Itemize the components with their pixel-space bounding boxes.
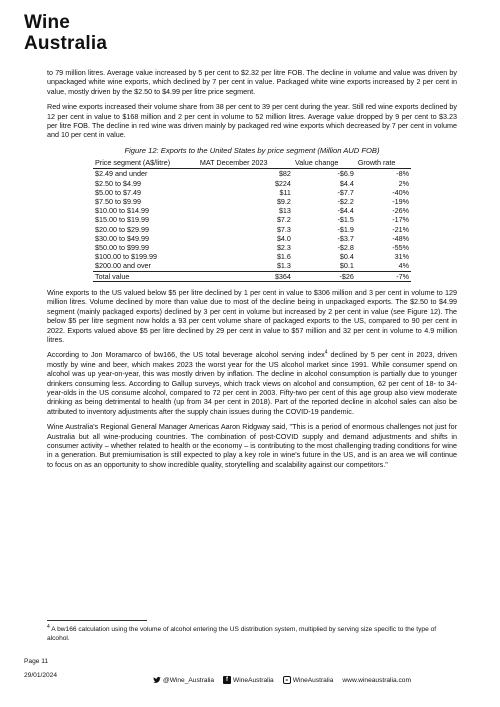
twitter-handle: @Wine_Australia xyxy=(163,676,215,684)
cell-value-change: -$2.2 xyxy=(337,197,354,207)
cell-growth-rate: -17% xyxy=(392,215,409,225)
cell-mat-value: $11 xyxy=(279,187,291,197)
cell-value-change: -$1.5 xyxy=(337,215,354,225)
paragraph-bw166 xyxy=(47,350,457,416)
cell-value-change: -$2.8 xyxy=(337,243,354,253)
cell-mat-value: $82 xyxy=(278,169,291,179)
footnote-text: A bw166 calculation using the volume of alcohol entering the US distribution system, multiplied by serving size specific to the type of alcohol. xyxy=(47,626,437,642)
header-price-segment: Price segment (A$/litre) xyxy=(93,158,198,169)
table-body xyxy=(93,169,411,281)
cell-value-change: -$4.4 xyxy=(337,206,354,216)
table-row xyxy=(93,225,411,234)
twitter-icon xyxy=(153,676,161,684)
cell-mat-value: $7.2 xyxy=(276,215,291,225)
header-value-change: Value change xyxy=(293,158,356,169)
cell-price-segment: $30.00 to $49.99 xyxy=(95,233,149,243)
footnote xyxy=(47,623,457,643)
paragraph-below-five-dollars: Wine exports to the US valued below $5 per litre declined by 1 per cent in value to $306 million and 3 per cent in volume to 129 million litres. Volume declined by more than value due to most of the decline being in unpackaged exports. The $2.50 to $4.99 segment (mainly packaged exports) declined by 3 per cent in volume but increased by 2 per cent in value (see Figure 12). The below $5 per litre segment now holds a 93 per cent volume share of packaged exports to the US, compared to 90 per cent in 2022. Exports valued above $5 per litre declined by 29 per cent in value to $57 million and 32 per cent in volume to 4.9 million litres. xyxy=(47,287,457,344)
paragraph-bw166-part2: declined by 5 per cent in 2023, driven mostly by wine and beer, which makes 2023 the worst year for the US alcohol market since 1991. While consumer spend on alcohol was up year-on-year, this was mostly driven by inflation. The decline in alcohol consumption is partially due to younger drinkers consuming less. According to Gallup surveys, which track views on alcohol and consumption, 62 per cent of 18- to 34-year-olds in the US consume alcohol, compared to 72 per cent in 2003. Fifty-two per cent of this age group also view moderate drinking as being detrimental to health (up from 34 per cent in 2018). Part of the reported decline in alcohol sales can also be attributed to inventory adjustments after the supply chain issues during the COVID-19 pandemic. xyxy=(47,350,458,416)
cell-growth-rate: -48% xyxy=(392,233,409,243)
table-row xyxy=(93,243,411,252)
table-row xyxy=(93,179,411,188)
facebook-handle: WineAustralia xyxy=(233,676,274,684)
total-value-change: -$26 xyxy=(293,271,356,281)
cell-growth-rate: 4% xyxy=(356,261,411,271)
table-row xyxy=(93,169,411,179)
total-price-segment: Total value xyxy=(93,271,198,281)
cell-value-change: $0.4 xyxy=(339,252,354,262)
cell-price-segment: $50.00 to $99.99 xyxy=(95,243,149,253)
cell-growth-rate: -21% xyxy=(392,224,409,234)
paragraph-white-wine: to 79 million litres. Average value increased by 5 per cent to $2.32 per litre FOB. The decline in volume and value was driven by unpackaged white wine exports, which declined by 7 per cent in value. Packaged white wine exports increased by 2 per cent in value, mostly driven by the $2.50 to $4.99 per litre price segment. xyxy=(47,68,457,96)
cell-mat-value: $1.3 xyxy=(198,261,293,271)
social-links xyxy=(153,676,411,684)
paragraph-red-wine: Red wine exports increased their volume share from 38 per cent to 39 per cent during the year. Still red wine exports declined by 12 per cent in value to $168 million and 2 per cent in volume to 52 million litres. Average value dropped by 9 per cent to $3.23 per litre FOB. The decline in red wine was driven mainly by packaged red wine exports which decreased by 7 per cent in volume and 10 per cent in value. xyxy=(47,102,457,140)
document-date: 29/01/2024 xyxy=(24,672,58,679)
facebook-link[interactable] xyxy=(223,676,274,684)
instagram-link[interactable] xyxy=(283,676,334,684)
header-growth-rate: Growth rate xyxy=(356,158,411,169)
cell-value-change: -$7.7 xyxy=(337,187,354,197)
cell-growth-rate: -40% xyxy=(392,187,409,197)
cell-value-change: -$6.9 xyxy=(337,169,354,179)
main-content xyxy=(47,68,457,475)
total-growth-rate: -7% xyxy=(356,271,411,281)
cell-mat-value: $9.2 xyxy=(276,197,291,207)
cell-mat-value: $1.6 xyxy=(276,252,291,262)
instagram-handle: WineAustralia xyxy=(292,676,334,684)
cell-growth-rate: -55% xyxy=(392,243,409,253)
total-mat-value: $364 xyxy=(198,271,293,281)
cell-price-segment: $15.00 to $19.99 xyxy=(95,215,149,225)
table-row xyxy=(93,252,411,261)
header-mat: MAT December 2023 xyxy=(198,158,293,169)
page-number: Page 11 xyxy=(24,658,49,665)
logo-line-1: Wine xyxy=(24,12,71,33)
cell-price-segment: $2.50 to $4.99 xyxy=(95,178,141,188)
cell-mat-value: $4.0 xyxy=(276,233,291,243)
cell-price-segment: $200.00 and over xyxy=(93,261,198,271)
logo-line-2: Australia xyxy=(24,33,108,54)
figure-caption: Figure 12: Exports to the United States by price segment (Million AUD FOB) xyxy=(124,145,380,155)
table-row xyxy=(93,197,411,206)
cell-growth-rate: -26% xyxy=(392,206,409,216)
cell-price-segment: $100.00 to $199.99 xyxy=(95,252,157,262)
footnote-ref: 4 xyxy=(324,349,328,356)
cell-growth-rate: 31% xyxy=(394,252,409,262)
cell-price-segment: $5.00 to $7.49 xyxy=(95,187,141,197)
table-header-row xyxy=(93,158,411,169)
table-row xyxy=(93,188,411,197)
paragraph-bw166-part1: According to Jon Moramarco of bw166, the US total beverage alcohol serving index xyxy=(47,350,325,360)
cell-value-change: $0.1 xyxy=(293,261,356,271)
table-row xyxy=(93,206,411,215)
table-row xyxy=(93,215,411,224)
cell-price-segment: $7.50 to $9.99 xyxy=(95,197,141,207)
cell-mat-value: $2.3 xyxy=(276,243,291,253)
cell-mat-value: $7.3 xyxy=(276,224,291,234)
cell-growth-rate: -19% xyxy=(392,197,409,207)
website-link[interactable] xyxy=(342,677,411,684)
price-segment-table xyxy=(93,158,411,282)
cell-growth-rate: 2% xyxy=(398,178,409,188)
cell-price-segment: $20.00 to $29.99 xyxy=(95,224,149,234)
paragraph-ridgway-quote: Wine Australia's Regional General Manager Americas Aaron Ridgway said, "This is a period of enormous challenges not just for Australia but all wine-producing countries. The combination of post-COVID supply and demand adjustments and shifts in consumer activity – whether related to health or the economy – is contributing to the most challenging trading conditions for wine in a generation. But premiumisation is still expected to play a key role in wine's future in the US, and is an area we will continue to focus on as an opportunity to show incredible quality, storytelling and scalability against our competitors." xyxy=(47,422,457,469)
footnote-divider xyxy=(47,620,147,621)
facebook-icon: f xyxy=(223,676,231,684)
website-url: www.wineaustralia.com xyxy=(342,676,411,684)
table-row xyxy=(93,234,411,243)
cell-price-segment: $2.49 and under xyxy=(95,169,148,179)
cell-value-change: -$1.9 xyxy=(337,224,354,234)
table-total-row xyxy=(93,271,411,281)
table-row xyxy=(93,261,411,271)
cell-value-change: $4.4 xyxy=(339,178,354,188)
cell-mat-value: $13 xyxy=(278,206,291,216)
cell-mat-value: $224 xyxy=(274,178,291,188)
cell-price-segment: $10.00 to $14.99 xyxy=(95,206,149,216)
footnote-number: 4 xyxy=(47,623,50,630)
twitter-link[interactable] xyxy=(153,676,214,684)
instagram-icon: o xyxy=(283,676,291,684)
cell-growth-rate: -8% xyxy=(396,169,409,179)
cell-value-change: -$3.7 xyxy=(337,233,354,243)
wine-australia-logo xyxy=(24,12,107,54)
